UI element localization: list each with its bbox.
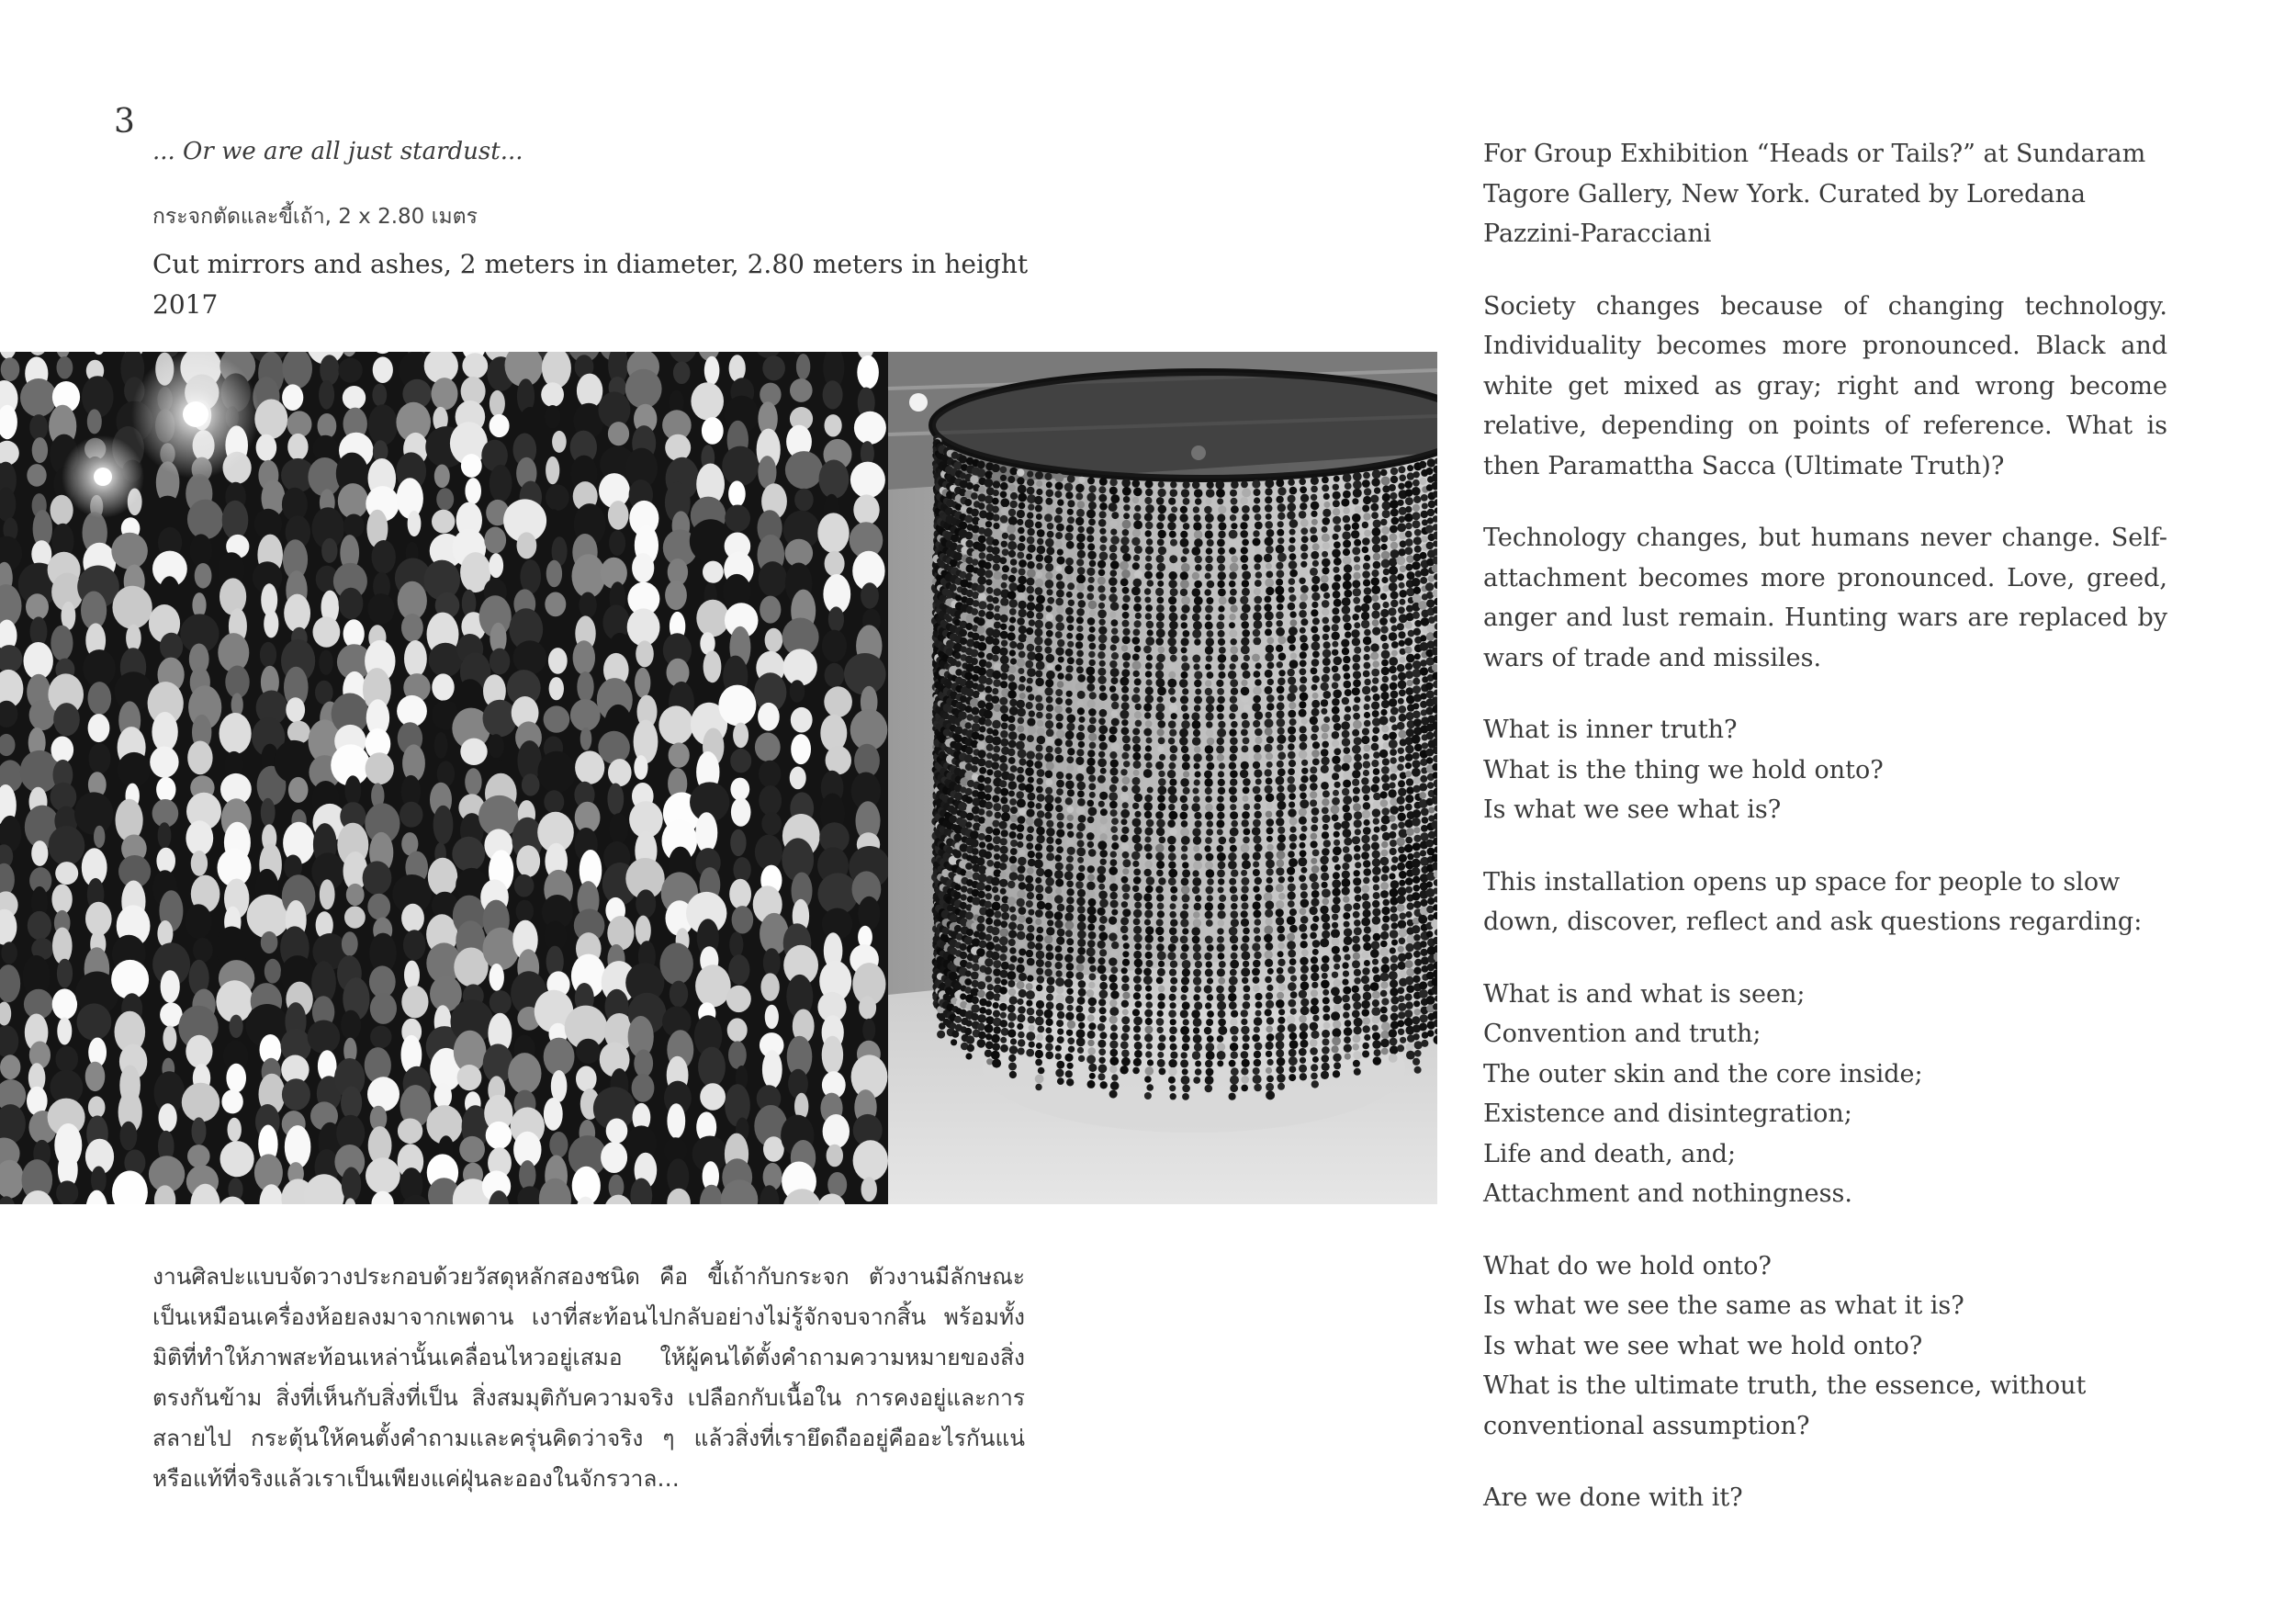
theme-line: Convention and truth; <box>1483 1020 1761 1048</box>
theme-line: What is and what is seen; <box>1483 979 1806 1009</box>
questions-block-1 <box>1483 710 2167 830</box>
statement-paragraph-2: Technology changes, but humans never change. Self-attachment becomes more pronounced. Love, greed, anger and lust remain. Hunting wars are replaced by wars of trade and missiles. <box>1483 524 2167 672</box>
page-number: 3 <box>114 103 135 141</box>
statement-paragraph-1: Society changes because of changing technology. Individuality becomes more pronounced. Black and white get mixed as gray; right and wrong become relative, depending on points of reference. What is then Paramattha Sacca (Ultimate Truth)? <box>1483 291 2167 480</box>
question-line: Is what we see the same as what it is? <box>1483 1291 1964 1320</box>
statement-paragraph-3: This installation opens up space for people to slow down, discover, reflect and ask questions regarding: <box>1483 867 2143 936</box>
statement-column <box>1483 134 2167 1551</box>
questions-block-2 <box>1483 1246 2167 1447</box>
theme-line: Existence and disintegration; <box>1483 1100 1852 1128</box>
theme-line: Life and death, and; <box>1483 1139 1737 1168</box>
theme-line: Attachment and nothingness. <box>1483 1179 1852 1208</box>
question-line: Is what we see what is? <box>1483 795 1782 824</box>
gallery-photo <box>888 352 1437 1204</box>
question-line: What is the ultimate truth, the essence, without conventional assumption? <box>1483 1371 2087 1440</box>
artwork-year: 2017 <box>152 289 219 320</box>
question-line: What is inner truth? <box>1483 716 1738 744</box>
question-line: What is the thing we hold onto? <box>1483 755 1884 784</box>
exhibition-intro: For Group Exhibition “Heads or Tails?” at Sundaram Tagore Gallery, New York. Curated by Loredana Pazzini-Paracciani <box>1483 140 2146 248</box>
closeup-photo <box>0 352 890 1204</box>
theme-line: The outer skin and the core inside; <box>1483 1059 1923 1088</box>
installation-photos <box>0 352 1437 1204</box>
artwork-medium: Cut mirrors and ashes, 2 meters in diameter, 2.80 meters in height <box>152 249 1029 279</box>
artwork-title: ... Or we are all just stardust... <box>152 138 523 165</box>
themes-list <box>1483 975 2167 1214</box>
artwork-details <box>152 244 1028 325</box>
thai-caption: กระจกตัดและขี้เถ้า, 2 x 2.80 เมตร <box>152 205 478 229</box>
closing-question: Are we done with it? <box>1483 1483 1743 1512</box>
question-line: Is what we see what we hold onto? <box>1483 1331 1923 1360</box>
thai-description: งานศิลปะแบบจัดวางประกอบด้วยวัสดุหลักสองชนิด คือ ขี้เถ้ากับกระจก ตัวงานมีลักษณะเป็นเหมือนเครื่องห้อยลงมาจากเพดาน เงาที่สะท้อนไปกลับอย่างไม่รู้จักจบจากสิ้น พร้อมทั้งมิติที่ทำให้ภาพสะท้อนเหล่านั้นเคลื่อนไหวอยู่เสมอ ให้ผู้คนได้ตั้งคำถามความหมายของสิ่งตรงกันข้าม สิ่งที่เห็นกับสิ่งที่เป็น สิ่งสมมุติกับความจริง เปลือกกับเนื้อใน การคงอยู่และการสลายไป กระตุ้นให้คนตั้งคำถามและครุ่นคิดว่าจริง ๆ แล้วสิ่งที่เรายึดถืออยู่คืออะไรกันแน่ หรือแท้ที่จริงแล้วเราเป็นเพียงแค่ฝุ่นละอองในจักรวาล… <box>152 1263 1025 1492</box>
question-line: What do we hold onto? <box>1483 1251 1772 1280</box>
